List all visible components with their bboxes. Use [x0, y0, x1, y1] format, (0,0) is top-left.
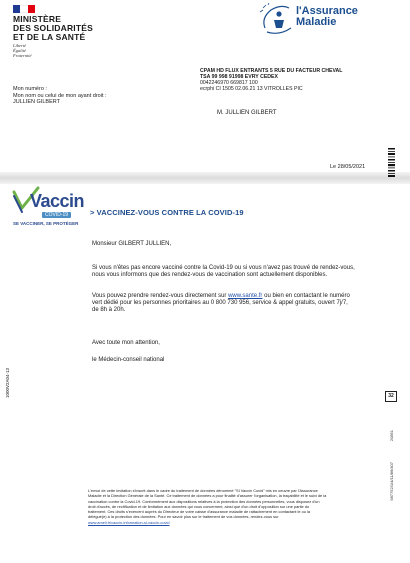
- republic-motto: Liberté Égalité Fraternité: [13, 43, 32, 58]
- left-margin-code: 1000V2A04-13: [5, 368, 10, 399]
- reference-block: Mon numéro : Mon nom ou celui de mon ayant droit : JULLIEN GILBERT: [13, 86, 107, 105]
- ameli-link[interactable]: www.ameli.fr/vaccin-information-si-vaccin-covid: [88, 519, 170, 525]
- assurance-maladie-wordmark: l'Assurance Maladie: [296, 5, 358, 28]
- vaccin-tagline: SE VACCINER, SE PROTÉGER: [13, 221, 79, 226]
- legal-footer: L'envoi de cette invitation s'inscrit dans le cadre du traitement de données dénommé "SI Vaccin Covid" mis en oeuvre par l'Assurance Maladie et la Direction Générale de la Santé. Ce traitement de données a pour finalité d'assurer l'organisation, la traçabilité et le suivi de la vaccination contre la Covid-19. Conformément aux dispositions relatives à la protection des données personnelles, vous disposez d'un droit d'accès, de rectification et de limitation aux données qui vous concernent, ainsi que d'un droit d'opposition sur une partie du traitement. Ces droits s'exercent auprès du Directeur de votre caisse d'assurance maladie de rattachement en contactant le ou la délégué(e) à la protection des données. Pour en savoir plus sur le traitement de vos données, rendez-vous sur www.ameli.fr/vaccin-information-si-vaccin-covid: [88, 488, 378, 525]
- ministry-name: MINISTÈRE DES SOLIDARITÉS ET DE LA SANTÉ: [13, 14, 93, 42]
- sante-fr-link[interactable]: www.sante.fr: [228, 293, 263, 299]
- covid-pill: COVID-19: [42, 212, 71, 218]
- paper-fold: [0, 172, 410, 184]
- letter-signature: le Médecin-conseil national: [92, 357, 165, 363]
- letter-date: Le 28/05/2021: [330, 164, 366, 170]
- letter-paragraph-2: Vous pouvez prendre rendez-vous directement sur www.sante.fr ou bien en contactant le numéro vert dédié pour les personnes prioritaires au 0 800 730 956, service & appel gratuits, ouvert 7j/7, de 8h à 20h.: [92, 293, 350, 314]
- campaign-headline: > VACCINEZ-VOUS CONTRE LA COVID-19: [90, 208, 244, 217]
- french-flag-icon: [13, 5, 35, 13]
- vaccin-wordmark: Vaccin: [30, 191, 85, 211]
- letter-paragraph-1: Si vous n'êtes pas encore vacciné contre la Covid-19 ou si vous n'avez pas trouvé de rendez-vous, nous vous informons que des rendez-vous de vaccination sont actuellement disponibles.: [92, 265, 355, 279]
- return-address: CPAM HD FLUX ENTRANTS 5 RUE DU FACTEUR CHEVAL TSA 99 998 91998 EVRY CEDEX 0042246970 669817 100 ecrphi CI 1505 02.06.21 13 VITROLLES PIC: [200, 68, 343, 92]
- recipient-name: M. JULLIEN GILBERT: [217, 110, 277, 116]
- barcode-icon: [388, 148, 395, 178]
- letter-closing: Avec toute mon attention,: [92, 340, 160, 346]
- right-margin-code-1: 20851: [389, 430, 394, 442]
- right-margin-code-2: 987752/1/4/11/86/407: [389, 462, 394, 501]
- corner-badge: 32: [385, 391, 397, 402]
- letter-salutation: Monsieur GILBERT JULLIEN,: [92, 241, 172, 247]
